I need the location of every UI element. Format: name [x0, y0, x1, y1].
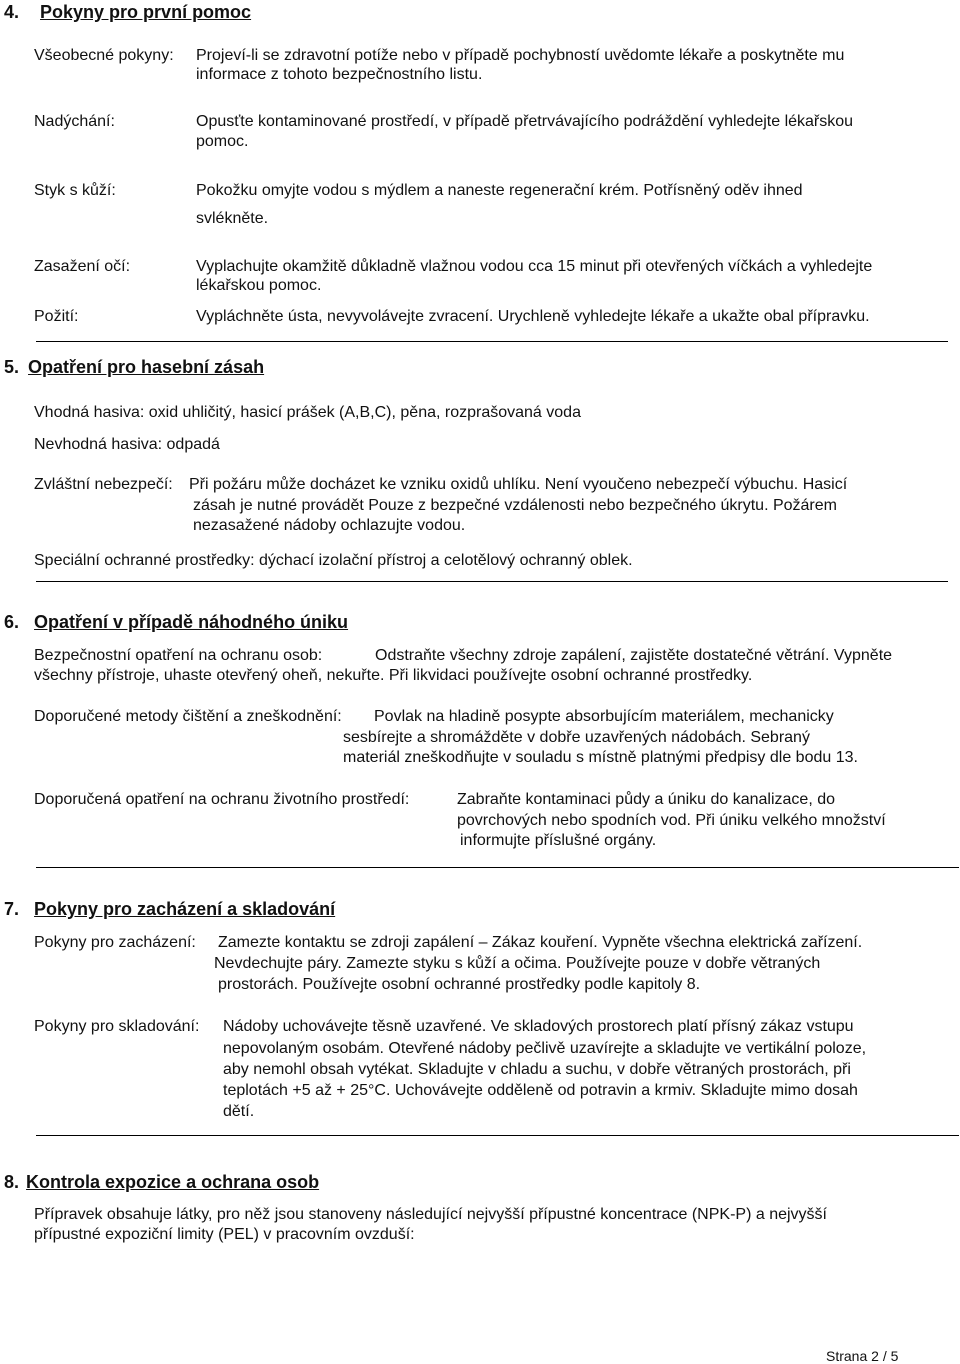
section-divider	[36, 341, 948, 342]
exposure-text-line: přípustné expoziční limity (PEL) v pracovním ovzduší:	[34, 1226, 415, 1243]
inhalation-text-line: pomoc.	[196, 133, 249, 150]
section-number: 8.	[4, 1172, 20, 1192]
skin-text-line: Pokožku omyjte vodou s mýdlem a naneste regenerační krém. Potřísněný oděv ihned	[196, 182, 803, 199]
special-hazards-line: Při požáru může docházet ke vzniku oxidů uhlíku. Není vyoučeno nebezpečí výbuchu. Hasicí	[189, 476, 848, 493]
section-number: 7.	[4, 899, 20, 919]
section-number: 4.	[4, 2, 20, 22]
section-title: Kontrola expozice a ochrana osob	[26, 1172, 320, 1192]
eyes-text-line: Vyplachujte okamžitě důkladně vlažnou vodou cca 15 minut při otevřených víčkách a vyhledejte	[196, 258, 873, 275]
section-8-heading	[4, 1172, 319, 1193]
section-6-heading	[4, 612, 348, 633]
personal-precautions-line: Odstraňte všechny zdroje zapálení, zajistěte dostatečné větrání. Vypněte	[375, 647, 893, 664]
section-4-heading	[4, 2, 251, 23]
section-7-heading	[4, 899, 335, 920]
inhalation-label: Nadýchání:	[34, 113, 115, 130]
handling-label: Pokyny pro zacházení:	[34, 934, 196, 951]
section-5-heading	[4, 357, 264, 378]
section-number: 5.	[4, 357, 20, 377]
general-label: Všeobecné pokyny:	[34, 47, 174, 64]
section-title: Pokyny pro první pomoc	[40, 2, 252, 22]
eyes-text-line: lékařskou pomoc.	[196, 277, 322, 294]
cleanup-label: Doporučené metody čištění a zneškodnění:	[34, 708, 342, 725]
inhalation-text-line: Opusťte kontaminované prostředí, v případě přetrvávajícího podráždění vyhledejte lékařskou	[196, 113, 854, 130]
storage-line: aby nemohl obsah vytékat. Skladujte v chladu a suchu, v dobře větraných prostorách, při	[223, 1061, 851, 1078]
eyes-label: Zasažení očí:	[34, 258, 131, 275]
cleanup-line: materiál zneškodňujte v souladu s místně platnými předpisy dle bodu 13.	[343, 749, 858, 766]
personal-precautions-line: všechny přístroje, uhaste otevřený oheň, nekuřte. Při likvidaci používejte osobní ochranné prostředky.	[34, 667, 753, 684]
special-hazards-line: nezasažené nádoby ochlazujte vodou.	[193, 517, 466, 534]
cleanup-line: sesbírejte a shromážděte v dobře uzavřených nádobách. Sebraný	[343, 729, 810, 746]
protective-equipment: Speciální ochranné prostředky: dýchací izolační přístroj a celotělový ochranný oblek.	[34, 552, 633, 569]
section-divider	[36, 581, 948, 582]
cleanup-line: Povlak na hladině posypte absorbujícím materiálem, mechanicky	[374, 708, 834, 725]
storage-line: nepovolaným osobám. Otevřené nádoby pečlivě uzavírejte a skladujte ve vertikální poloze,	[223, 1040, 867, 1057]
special-hazards-label: Zvláštní nebezpečí:	[34, 476, 173, 493]
environment-label: Doporučená opatření na ochranu životního prostředí:	[34, 791, 410, 808]
suitable-media: Vhodná hasiva: oxid uhličitý, hasicí prášek (A,B,C), pěna, rozprašovaná voda	[34, 404, 581, 421]
personal-precautions-label: Bezpečnostní opatření na ochranu osob:	[34, 647, 323, 664]
handling-line: prostorách. Používejte osobní ochranné prostředky podle kapitoly 8.	[218, 976, 701, 993]
storage-line: dětí.	[223, 1103, 255, 1120]
environment-line: povrchových nebo spodních vod. Při úniku velkého množství	[457, 812, 886, 829]
skin-label: Styk s kůží:	[34, 182, 116, 199]
section-divider	[36, 867, 959, 868]
handling-line: Zamezte kontaktu se zdroji zapálení – Zákaz kouření. Vypněte všechna elektrická zařízení.	[218, 934, 863, 951]
exposure-text-line: Přípravek obsahuje látky, pro něž jsou stanoveny následující nejvyšší přípustné koncentrace (NPK-P) a nejvyšší	[34, 1206, 827, 1223]
section-title: Pokyny pro zacházení a skladování	[34, 899, 336, 919]
general-text-line: informace z tohoto bezpečnostního listu.	[196, 66, 483, 83]
environment-line: Zabraňte kontaminaci půdy a úniku do kanalizace, do	[457, 791, 836, 808]
general-text-line: Projeví-li se zdravotní potíže nebo v případě pochybností uvědomte lékaře a poskytněte mu	[196, 47, 845, 64]
storage-label: Pokyny pro skladování:	[34, 1018, 200, 1035]
ingestion-label: Požití:	[34, 308, 79, 325]
storage-line: teplotách +5 až + 25°C. Uchovávejte odděleně od potravin a krmiv. Skladujte mimo dosah	[223, 1082, 858, 1099]
skin-text-line: svlékněte.	[196, 210, 269, 227]
page-number: Strana 2 / 5	[826, 1348, 899, 1364]
section-divider	[36, 1135, 959, 1136]
section-number: 6.	[4, 612, 20, 632]
environment-line: informujte příslušné orgány.	[460, 832, 657, 849]
section-title: Opatření v případě náhodného úniku	[34, 612, 349, 632]
ingestion-text-line: Vypláchněte ústa, nevyvolávejte zvracení. Urychleně vyhledejte lékaře a ukažte obal přípravku.	[196, 308, 870, 325]
storage-line: Nádoby uchovávejte těsně uzavřené. Ve skladových prostorech platí přísný zákaz vstupu	[223, 1018, 854, 1035]
section-title: Opatření pro hasební zásah	[28, 357, 265, 377]
special-hazards-line: zásah je nutné provádět Pouze z bezpečné vzdálenosti nebo bezpečného úkrytu. Požárem	[193, 497, 837, 514]
unsuitable-media: Nevhodná hasiva: odpadá	[34, 436, 220, 453]
handling-line: Nevdechujte páry. Zamezte styku s kůží a očima. Používejte pouze v dobře větraných	[214, 955, 821, 972]
